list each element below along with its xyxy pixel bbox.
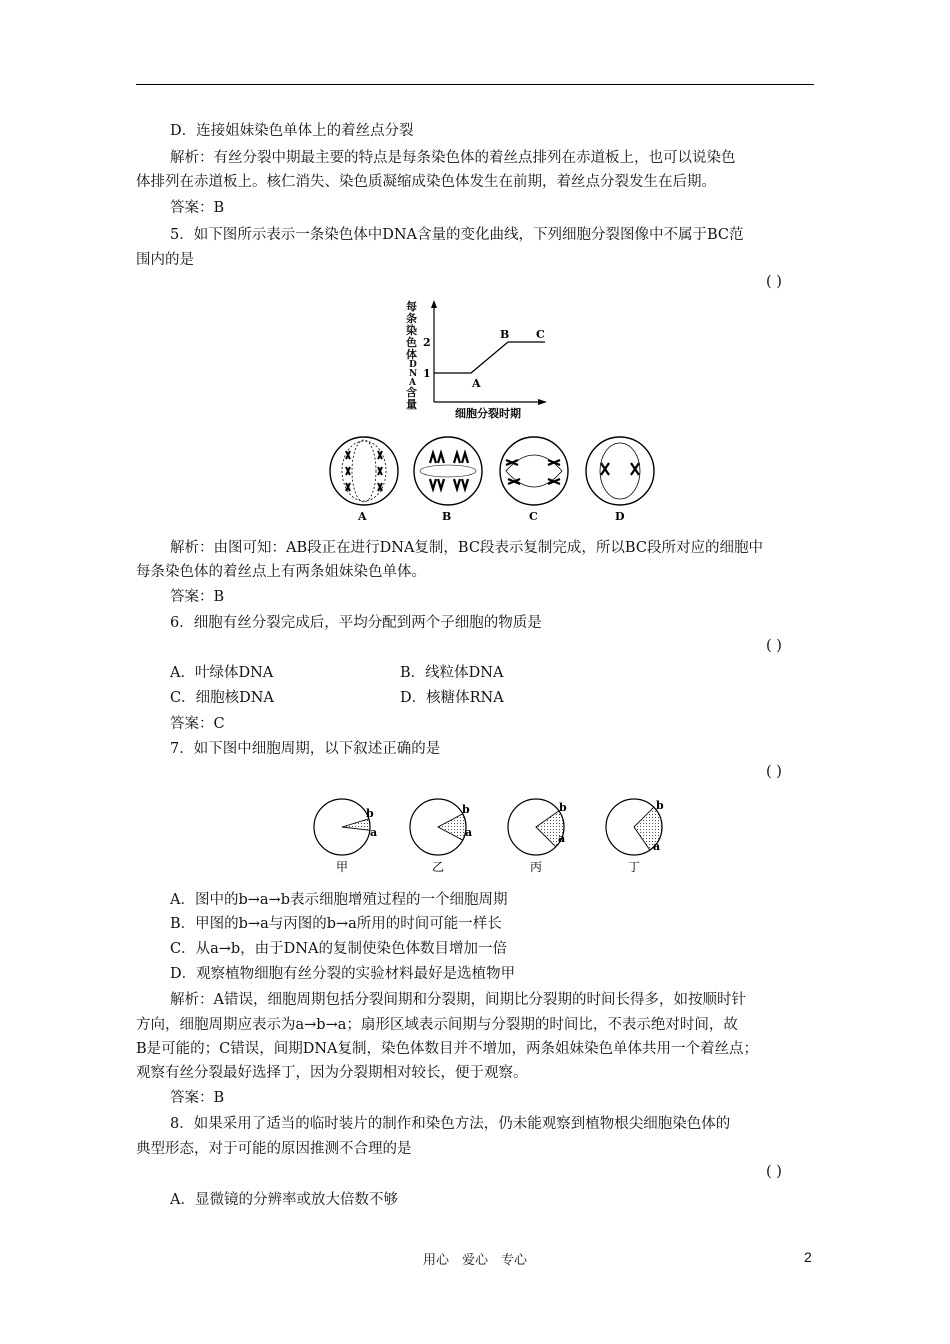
q7-analysis-line-2: 方向，细胞周期应表示为a→b→a；扇形区域表示间期与分裂期的时间比，不表示绝对时间，故 — [136, 1017, 738, 1033]
q6-stem: 6．细胞有丝分裂完成后，平均分配到两个子细胞的物质是 — [170, 615, 542, 631]
cell-label-d: D — [615, 510, 625, 523]
cell-a — [330, 437, 398, 505]
q7-stem: 7．如下图中细胞周期，以下叙述正确的是 — [170, 741, 441, 757]
q8-stem-line-2: 典型形态，对于可能的原因推测不合理的是 — [136, 1141, 412, 1157]
q4-answer: 答案：B — [170, 200, 225, 216]
q7-option-a: A．图中的b→a→b表示细胞增殖过程的一个细胞周期 — [170, 892, 508, 908]
point-b-label: B — [500, 328, 510, 341]
q7-answer-blank: ( ) — [766, 764, 782, 780]
pie-yi-b: b — [462, 803, 470, 816]
q7-analysis-line-1: 解析：A错误，细胞周期包括分裂间期和分裂期，间期比分裂期的时间长得多，如按顺时针 — [170, 992, 746, 1008]
pie-label-bing: 丙 — [530, 860, 543, 874]
q6-answer-blank: ( ) — [766, 638, 782, 654]
pie-bing-b: b — [559, 801, 567, 814]
tick-2: 2 — [423, 336, 431, 349]
ylabel-char-1: 每 — [406, 300, 417, 313]
q8-option-a: A．显微镜的分辨率或放大倍数不够 — [170, 1192, 398, 1208]
point-c-label: C — [536, 328, 545, 341]
q7-option-d: D．观察植物细胞有丝分裂的实验材料最好是选植物甲 — [170, 966, 516, 982]
q7-option-b: B．甲图的b→a与丙图的b→a所用的时间可能一样长 — [170, 916, 502, 932]
q4-analysis-line-1: 解析：有丝分裂中期最主要的特点是每条染色体的着丝点排列在赤道板上，也可以说染色 — [170, 150, 736, 166]
ylabel-char-4: 色 — [406, 336, 417, 349]
ylabel-char-5: 体 — [406, 348, 417, 361]
q8-stem-line-1: 8．如果采用了适当的临时装片的制作和染色方法，仍未能观察到植物根尖细胞染色体的 — [170, 1116, 731, 1132]
header-rule — [136, 84, 814, 85]
ylabel-char-7: N — [409, 369, 418, 379]
pie-jia-a: a — [370, 826, 378, 839]
ylabel-char-8: A — [409, 378, 416, 388]
q4-option-d: D．连接姐妹染色单体上的着丝点分裂 — [170, 123, 414, 139]
q6-answer: 答案：C — [170, 716, 225, 732]
q6-option-d: D．核糖体RNA — [400, 690, 504, 706]
graph-xlabel: 细胞分裂时期 — [455, 407, 521, 420]
q5-analysis-line-1: 解析：由图可知：AB段正在进行DNA复制，BC段表示复制完成，所以BC段所对应的细胞中 — [170, 540, 763, 556]
pie-bing — [508, 799, 567, 855]
cell-label-c: C — [529, 510, 538, 523]
graph-y-arrow — [431, 300, 437, 308]
pie-ding-b: b — [656, 799, 664, 812]
q6-option-c: C．细胞核DNA — [170, 690, 274, 706]
q6-option-b: B．线粒体DNA — [400, 665, 504, 681]
ylabel-char-10: 量 — [406, 398, 417, 411]
cell-label-b: B — [442, 510, 452, 523]
pie-label-ding: 丁 — [628, 860, 641, 874]
tick-1: 1 — [423, 367, 431, 380]
ylabel-char-6: D — [409, 360, 417, 370]
page-number: 2 — [804, 1249, 812, 1265]
q7-analysis-line-3: B是可能的；C错误，间期DNA复制，染色体数目并不增加，两条姐妹染色单体共用一个着丝点； — [136, 1041, 759, 1057]
q7-answer: 答案：B — [170, 1090, 225, 1106]
cell-division-images — [322, 433, 662, 525]
pie-yi-a: a — [465, 826, 473, 839]
page-footer: 用心 爱心 专心 — [422, 1253, 527, 1268]
q5-answer: 答案：B — [170, 589, 225, 605]
q5-analysis-line-2: 每条染色体的着丝点上有两条姐妹染色单体。 — [136, 564, 426, 580]
pie-jia-b: b — [366, 807, 374, 820]
ylabel-char-3: 染 — [406, 324, 417, 337]
dna-content-graph — [405, 295, 555, 423]
pie-ding-a: a — [653, 840, 661, 853]
pie-jia — [314, 799, 377, 855]
q8-answer-blank: ( ) — [766, 1164, 782, 1180]
ylabel-char-2: 条 — [406, 312, 417, 325]
q5-answer-blank: ( ) — [766, 274, 782, 290]
q5-stem-line-1: 5．如下图所示表示一条染色体中DNA含量的变化曲线，下列细胞分裂图像中不属于BC范 — [170, 227, 744, 243]
cell-c — [500, 437, 568, 505]
pie-label-yi: 乙 — [432, 860, 445, 874]
dna-curve — [434, 342, 545, 373]
cell-b — [414, 437, 482, 505]
q7-analysis-line-4: 观察有丝分裂最好选择丁，因为分裂期相对较长，便于观察。 — [136, 1065, 528, 1081]
cell-d — [586, 437, 654, 505]
graph-ylabel-chars — [406, 299, 417, 411]
graph-x-arrow — [538, 399, 547, 405]
pie-yi — [410, 799, 472, 855]
q7-option-c: C．从a→b，由于DNA的复制使染色体数目增加一倍 — [170, 941, 507, 957]
q4-analysis-line-2: 体排列在赤道板上。核仁消失、染色质凝缩成染色体发生在前期，着丝点分裂发生在后期。 — [136, 174, 716, 190]
q6-option-a: A．叶绿体DNA — [170, 665, 274, 681]
pie-ding — [606, 799, 664, 855]
pie-label-jia: 甲 — [336, 860, 349, 874]
ylabel-char-9: 含 — [406, 386, 417, 399]
point-a-label: A — [472, 377, 481, 390]
q5-stem-line-2: 围内的是 — [136, 252, 194, 268]
cell-cycle-pies — [306, 795, 676, 875]
cell-label-a: A — [358, 510, 367, 523]
pie-bing-a: a — [558, 832, 566, 845]
